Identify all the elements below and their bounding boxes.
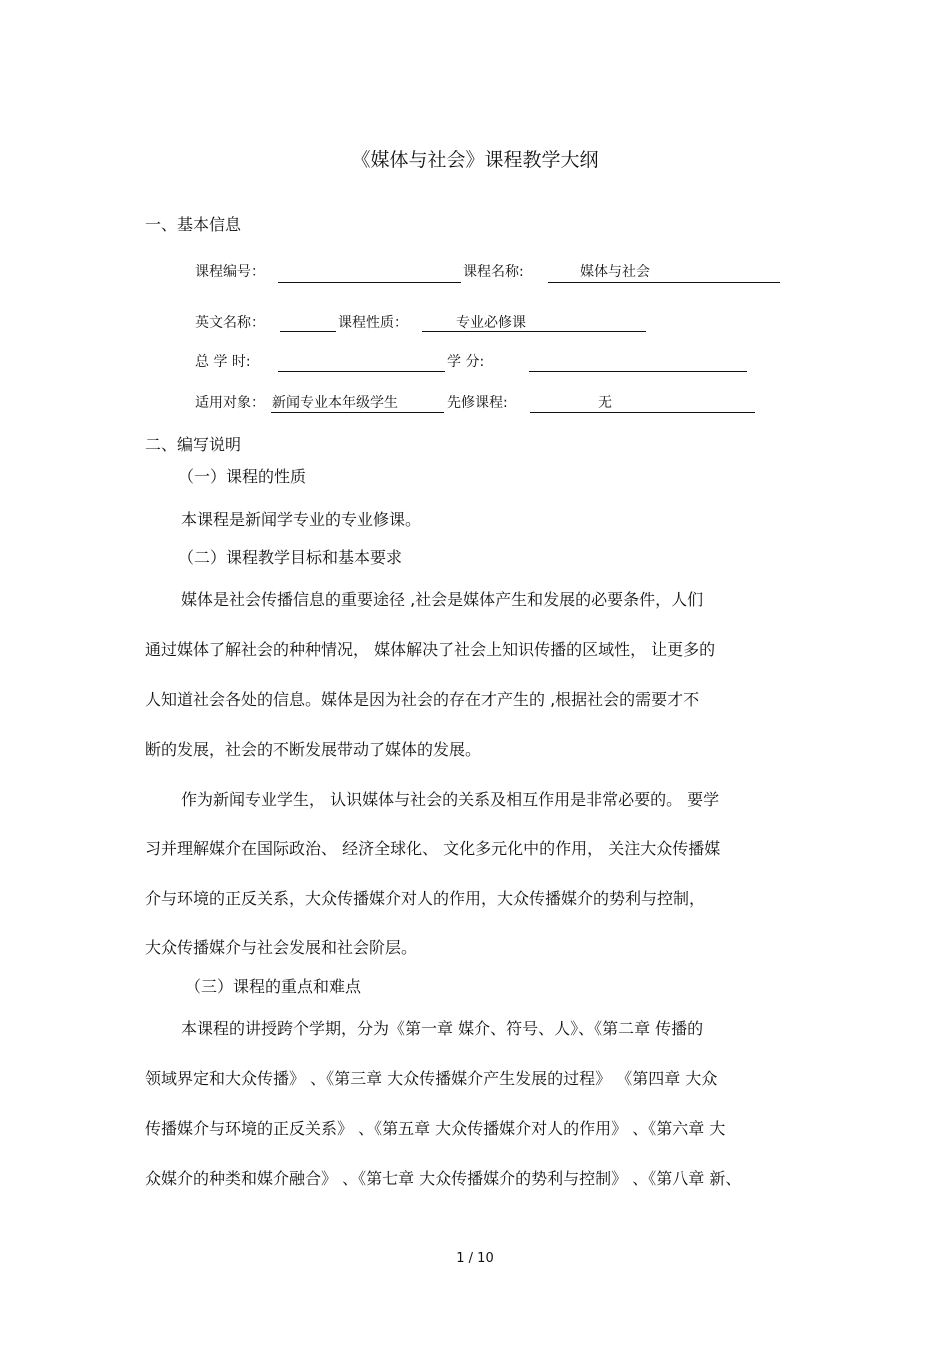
course-type-value: 专业必修课	[456, 315, 526, 331]
paragraph-line: 领域界定和大众传播》 、《第三章 大众传播媒介产生发展的过程》 《第四章 大众	[145, 1069, 718, 1088]
paragraph-line: 通过媒体了解社会的种种情况， 媒体解决了社会上知识传播的区域性， 让更多的	[145, 640, 716, 659]
page-title: 《媒体与社会》课程教学大纲	[351, 149, 599, 171]
section-heading-writing-notes: 二、编写说明	[145, 435, 242, 454]
page-number: 1 / 10	[456, 1251, 494, 1266]
prerequisite-underline	[530, 412, 755, 413]
credits-label: 学 分:	[447, 354, 485, 370]
course-code-label: 课程编号：	[195, 264, 265, 280]
course-nature-text: 本课程是新闻学专业的专业修课。	[181, 510, 422, 529]
paragraph-line: 断的发展，社会的不断发展带动了媒体的发展。	[145, 740, 482, 759]
course-code-underline	[278, 282, 461, 283]
paragraph-line: 介与环境的正反关系，大众传播媒介对人的作用，大众传播媒介的势利与控制，	[145, 889, 706, 908]
course-name-value: 媒体与社会	[580, 264, 650, 280]
audience-label: 适用对象：	[195, 395, 265, 411]
credits-underline	[529, 371, 747, 372]
audience-value: 新闻专业本年级学生	[272, 395, 398, 411]
paragraph-line: 作为新闻专业学生， 认识媒体与社会的关系及相互作用是非常必要的。 要学	[181, 790, 720, 809]
paragraph-line: 本课程的讲授跨个学期，分为《第一章 媒介、符号、人》、《第二章 传播的	[181, 1019, 704, 1038]
english-name-underline	[280, 331, 336, 332]
english-name-label: 英文名称：	[195, 315, 265, 331]
prerequisite-label: 先修课程:	[447, 395, 508, 411]
audience-underline	[271, 412, 444, 413]
subheading-course-nature: （一）课程的性质	[178, 467, 307, 486]
paragraph-line: 传播媒介与环境的正反关系》 、《第五章 大众传播媒介对人的作用》 、《第六章 大	[145, 1119, 726, 1138]
subheading-key-points: （三）课程的重点和难点	[185, 977, 362, 996]
paragraph-line: 大众传播媒介与社会发展和社会阶层。	[145, 938, 418, 957]
subheading-teaching-goals: （二）课程教学目标和基本要求	[178, 548, 403, 567]
paragraph-line: 媒体是社会传播信息的重要途径 ,社会是媒体产生和发展的必要条件，人们	[181, 590, 704, 609]
paragraph-line: 众媒介的种类和媒介融合》 、《第七章 大众传播媒介的势利与控制》 、《第八章 新、	[145, 1169, 742, 1188]
paragraph-line: 习并理解媒介在国际政治、 经济全球化、 文化多元化中的作用， 关注大众传播媒	[145, 839, 721, 858]
course-type-label: 课程性质：	[338, 315, 408, 331]
course-name-underline	[548, 282, 780, 283]
section-heading-basic-info: 一、基本信息	[145, 215, 242, 234]
course-name-label: 课程名称:	[463, 264, 524, 280]
total-hours-label: 总 学 时:	[195, 354, 251, 370]
prerequisite-value: 无	[598, 395, 612, 411]
paragraph-line: 人知道社会各处的信息。媒体是因为社会的存在才产生的 ,根据社会的需要才不	[145, 690, 700, 709]
total-hours-underline	[278, 371, 445, 372]
